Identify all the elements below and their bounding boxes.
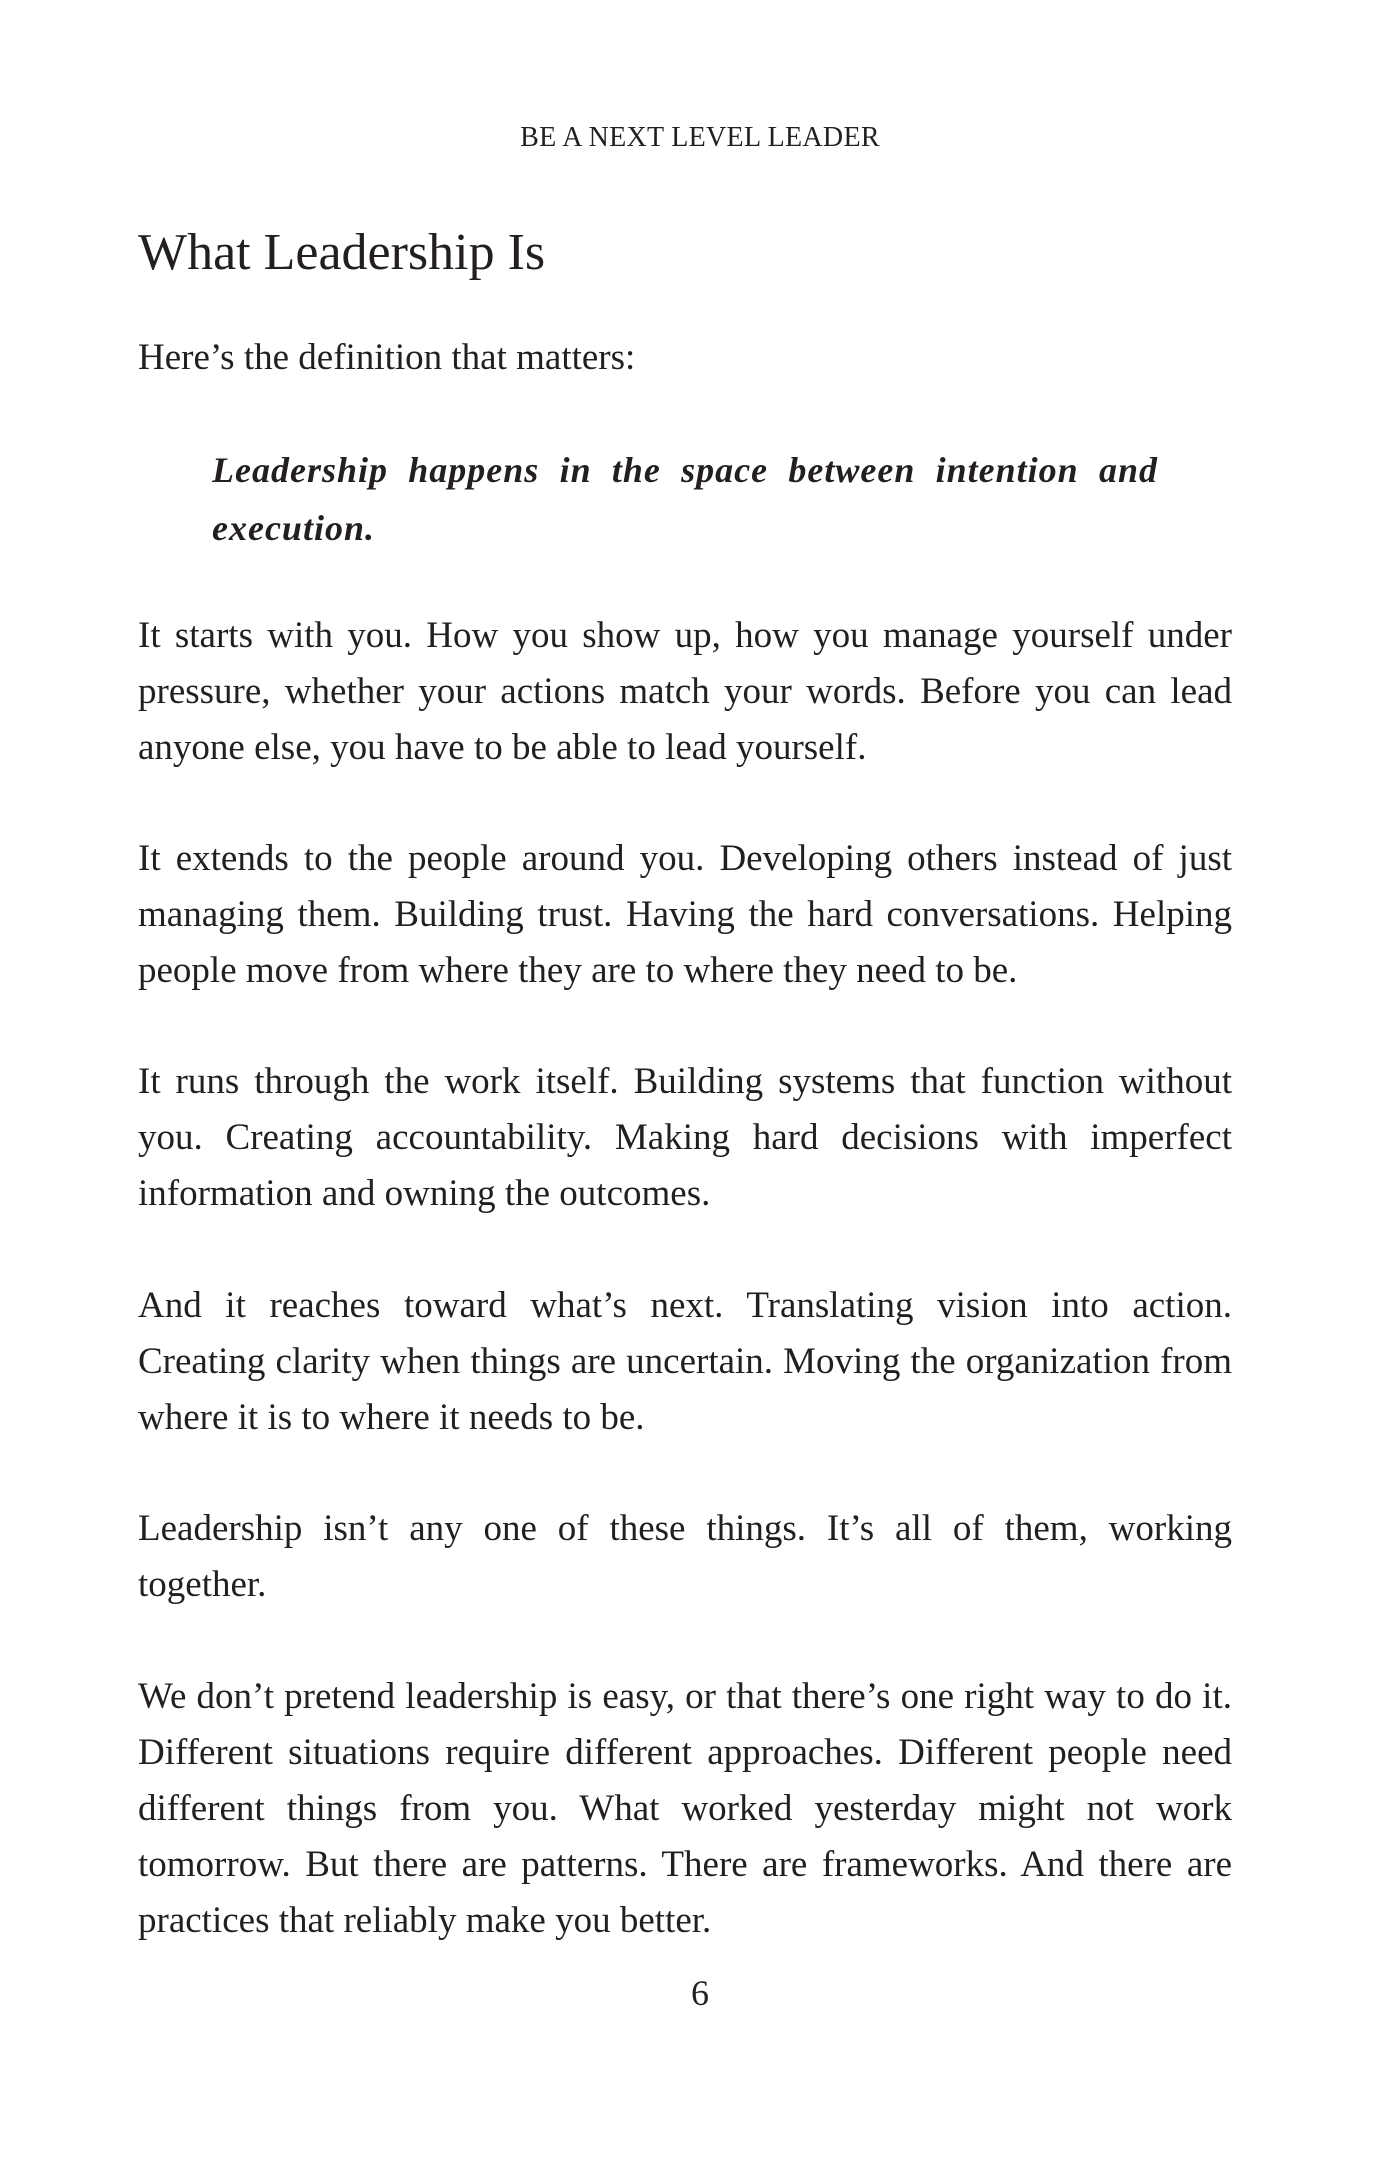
body-paragraph-2: It extends to the people around you. Developing others instead of just managing them. Building trust. Having the hard conversations. Helping people move from where they are to where they need to be.: [138, 838, 1232, 991]
body-paragraph-1: It starts with you. How you show up, how you manage yourself under pressure, whether your actions match your words. Before you can lead anyone else, you have to be able to lead yourself.: [138, 615, 1232, 768]
section-title: What Leadership Is: [138, 224, 546, 281]
body-paragraph-6: We don’t pretend leadership is easy, or that there’s one right way to do it. Different situations require different approaches. Different people need different things from you. What worked yesterday might not work tomorrow. But there are patterns. There are frameworks. And there are practices that reliably make you better.: [138, 1676, 1232, 1941]
running-header: BE A NEXT LEVEL LEADER: [520, 122, 880, 153]
intro-paragraph: Here’s the definition that matters:: [138, 337, 636, 378]
body-paragraph-5: Leadership isn’t any one of these things. It’s all of them, working together.: [138, 1508, 1232, 1605]
body-paragraph-4: And it reaches toward what’s next. Translating vision into action. Creating clarity when things are uncertain. Moving the organization from where it is to where it needs to be.: [138, 1285, 1232, 1438]
body-paragraph-3: It runs through the work itself. Building systems that function without you. Creating accountability. Making hard decisions with imperfect information and owning the outcomes.: [138, 1061, 1232, 1214]
definition-quote: Leadership happens in the space between intention and execution.: [212, 450, 1158, 548]
page-number: 6: [691, 1973, 709, 2013]
